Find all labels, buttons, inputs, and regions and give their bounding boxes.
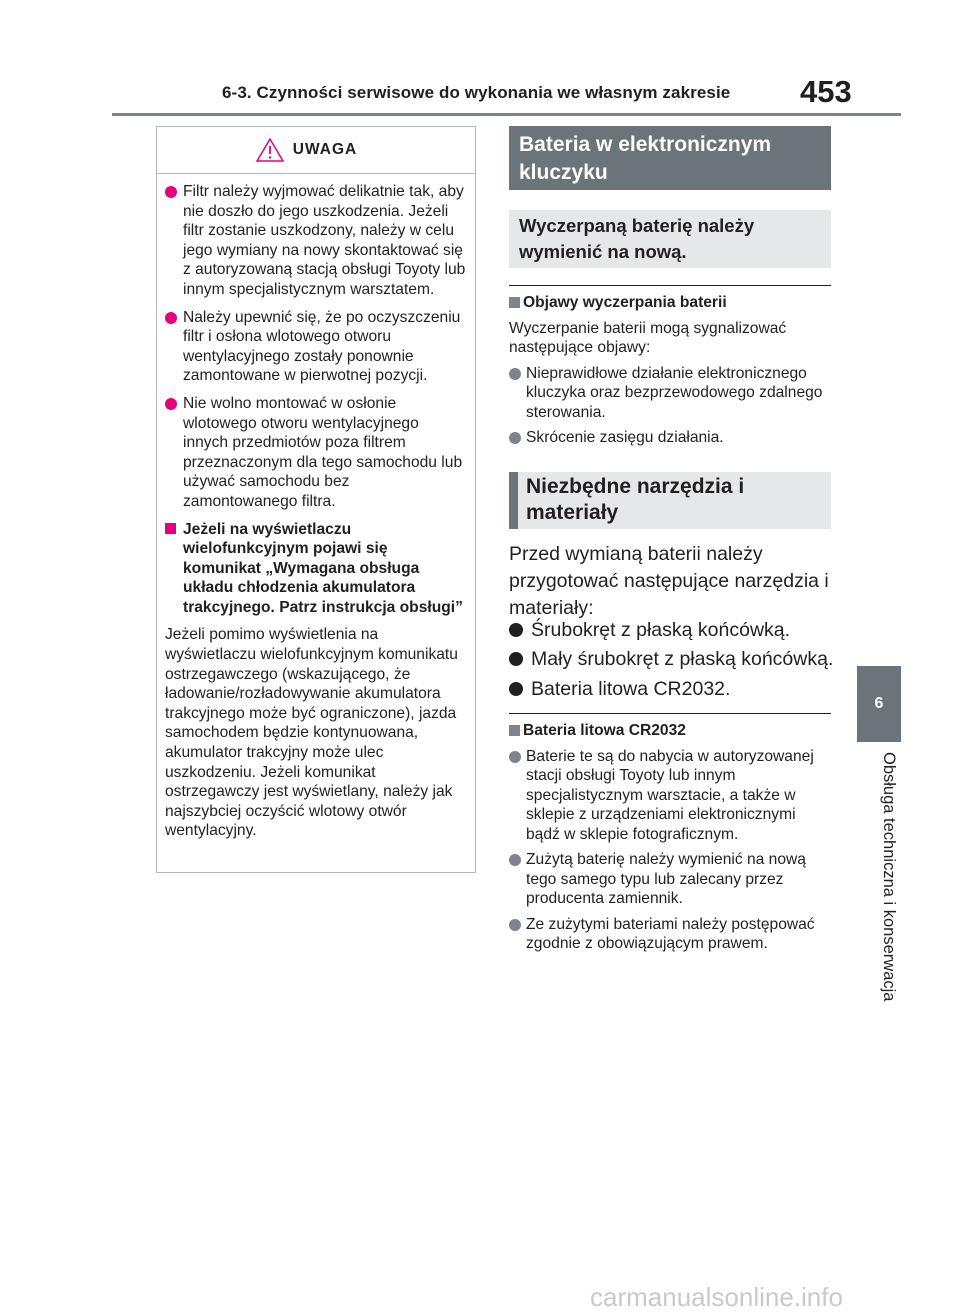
bullet-icon <box>165 398 177 410</box>
section-title: Bateria w elektronicznym kluczyku <box>509 126 831 190</box>
battery-block <box>509 721 831 954</box>
battery-item: Baterie te są do nabycia w autoryzowanej stacji obsługi Toyoty lub innym specjalistycznym warsztacie, a także w sklepie z urządzeniami elektronicznymi bądź w sklepie fotograficznym. <box>509 747 831 845</box>
chapter-number: 6 <box>874 695 884 712</box>
header-divider <box>112 113 901 116</box>
tools-intro: Przed wymianą baterii należy przygotować następujące narzędzia i materiały: <box>509 543 829 619</box>
warning-title: UWAGA <box>292 141 358 158</box>
symptom-item: Nieprawidłowe działanie elektronicznego kluczyka oraz bezprzewodowego zdalnego sterowania. <box>509 364 831 423</box>
square-bullet-icon <box>509 297 520 308</box>
warning-paragraph: Jeżeli pomimo wyświetlenia na wyświetlaczu wielofunkcyjnym komunikatu ostrzegawczego (wskazującego, że ładowanie/rozładowywanie akumulatora trakcyjnego może być ograniczone), jazda samochodem będzie kontynuowana, akumulator trakcyjny może ulec uszkodzeniu. Jeżeli komunikat ostrzegawczy jest wyświetlany, należy jak najszybciej oczyścić wlotowy otwór wentylacyjny. <box>165 626 458 840</box>
page-number: 453 <box>800 74 852 109</box>
bullet-icon <box>509 682 523 696</box>
section-header: 6-3. Czynności serwisowe do wykonania we własnym zakresie <box>222 83 731 102</box>
tool-item: Bateria litowa CR2032. <box>509 676 730 703</box>
warning-triangle-icon <box>255 137 285 163</box>
chapter-label: Obsługa techniczna i konserwacja <box>880 752 898 1002</box>
chapter-tab[interactable] <box>857 666 901 742</box>
warning-item: Nie wolno montować w osłonie wlotowego otworu wentylacyjnego innych przedmiotów poza filtrem przeznaczonym dla tego samochodu lub używać samochodu bez zamontowanego filtra. <box>165 394 467 512</box>
bullet-icon <box>509 751 521 763</box>
square-bullet-icon <box>165 523 176 534</box>
warning-item: Filtr należy wyjmować delikatnie tak, aby nie doszło do jego uszkodzenia. Jeżeli filtr zostanie uszkodzony, należy w celu jego wymiany na nowy skontaktować się z autoryzowaną stacją obsługi Toyoty lub innym specjalistycznym warsztatem. <box>165 182 467 300</box>
warning-subhead: Jeżeli na wyświetlaczu wielofunkcyjnym pojawi się komunikat „Wymagana obsługa układu chłodzenia akumulatora trakcyjnego. Patrz instrukcja obsługi” <box>165 520 467 618</box>
divider <box>509 285 831 286</box>
bullet-icon <box>509 368 521 380</box>
symptom-item: Skrócenie zasięgu działania. <box>509 428 831 448</box>
battery-item: Zużytą baterię należy wymienić na nową tego samego typu lub zalecany przez producenta zamiennik. <box>509 850 831 909</box>
warning-box <box>156 126 476 873</box>
section-subtitle: Wyczerpaną baterię należy wymienić na nową. <box>509 210 831 268</box>
symptoms-intro: Wyczerpanie baterii mogą sygnalizować następujące objawy: <box>509 319 787 356</box>
bullet-icon <box>509 854 521 866</box>
tool-item: Śrubokręt z płaską końcówką. <box>509 617 790 644</box>
tool-item: Mały śrubokręt z płaską końcówką. <box>509 646 833 673</box>
bullet-icon <box>509 919 521 931</box>
battery-heading: Bateria litowa CR2032 <box>509 721 831 741</box>
symptoms-heading: Objawy wyczerpania baterii <box>509 293 831 313</box>
divider <box>509 713 831 714</box>
watermark: carmanualsonline.info <box>590 1282 843 1312</box>
battery-item: Ze zużytymi bateriami należy postępować zgodnie z obowiązującym prawem. <box>509 915 831 954</box>
bullet-icon <box>509 652 523 666</box>
bullet-icon <box>509 432 521 444</box>
bullet-icon <box>165 312 177 324</box>
square-bullet-icon <box>509 725 520 736</box>
warning-item: Należy upewnić się, że po oczyszczeniu filtr i osłona wlotowego otworu wentylacyjnego zostały ponownie zamontowane w pierwotnej pozycji. <box>165 308 467 386</box>
warning-body <box>157 174 475 841</box>
bullet-icon <box>509 623 523 637</box>
bullet-icon <box>165 186 177 198</box>
symptoms-block <box>509 293 831 448</box>
tools-title: Niezbędne narzędzia i materiały <box>509 472 831 529</box>
warning-header <box>157 127 475 174</box>
